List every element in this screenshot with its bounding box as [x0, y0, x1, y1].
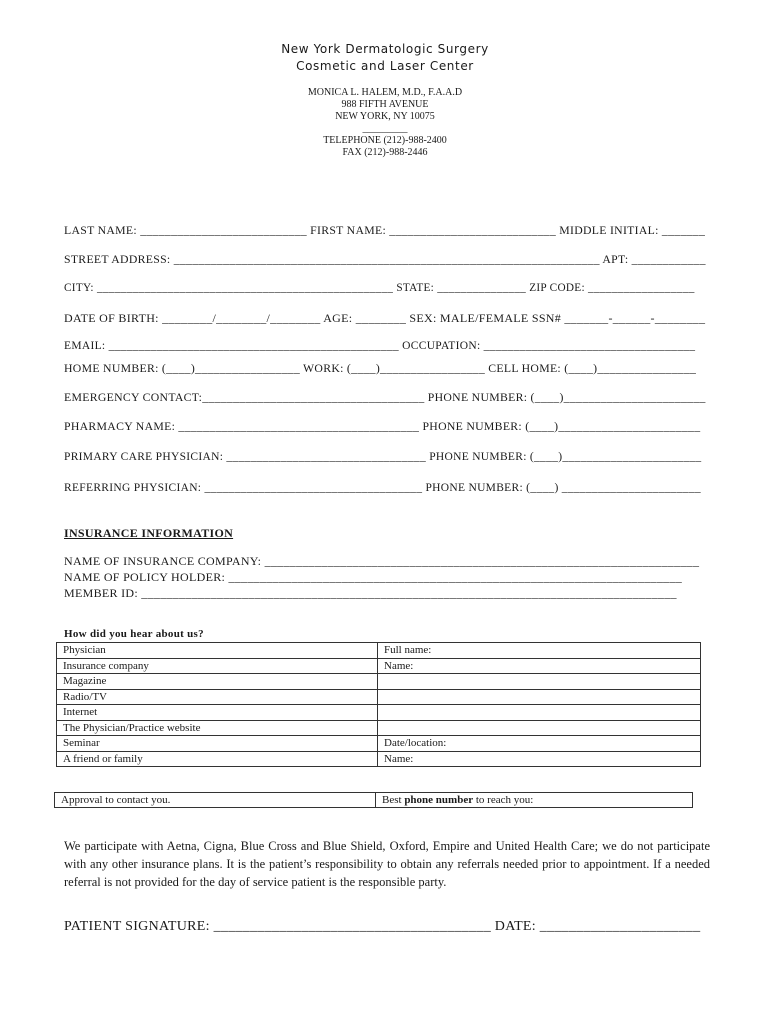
source-detail[interactable]: Date/location:	[378, 736, 701, 752]
header-separator: _________	[362, 123, 408, 134]
practice-name: New York Dermatologic Surgery	[281, 42, 489, 56]
city-state-zip-fields[interactable]: CITY: __________________________________________________ STATE: _______________ ZIP CODE: __________________	[64, 282, 695, 294]
source-detail[interactable]	[378, 705, 701, 721]
source-option[interactable]: The Physician/Practice website	[57, 720, 378, 736]
policy-holder-field[interactable]: NAME OF POLICY HOLDER: ________________________________________________________________________	[64, 570, 683, 584]
name-fields[interactable]: LAST NAME: ___________________________ FIRST NAME: ___________________________ MIDDLE INITIAL: _______	[64, 224, 706, 237]
hear-about-title: How did you hear about us?	[64, 628, 204, 640]
best-phone-label-pre: Best	[382, 794, 405, 806]
source-option[interactable]: A friend or family	[57, 751, 378, 767]
source-detail[interactable]	[378, 689, 701, 705]
address-fields[interactable]: STREET ADDRESS: _____________________________________________________________________ APT: ____________	[64, 253, 706, 266]
table-row	[57, 720, 701, 736]
table-row	[55, 793, 693, 808]
source-option[interactable]: Magazine	[57, 674, 378, 690]
table-row	[57, 658, 701, 674]
approval-table	[54, 792, 693, 808]
table-row	[57, 751, 701, 767]
hear-about-table	[56, 642, 701, 767]
phone-numbers-fields[interactable]: HOME NUMBER: (____)_________________ WORK: (____)_________________ CELL HOME: (____)________________	[64, 362, 697, 375]
table-row	[57, 705, 701, 721]
table-row	[57, 643, 701, 659]
fax: FAX (212)-988-2446	[342, 147, 428, 158]
source-detail[interactable]: Name:	[378, 658, 701, 674]
source-option[interactable]: Internet	[57, 705, 378, 721]
best-phone-label-post: to reach you:	[473, 794, 534, 806]
best-phone-label-bold: phone number	[404, 794, 474, 806]
source-detail[interactable]	[378, 674, 701, 690]
pharmacy-fields[interactable]: PHARMACY NAME: _______________________________________ PHONE NUMBER: (____)_______________________	[64, 420, 701, 433]
signature-date-fields[interactable]: PATIENT SIGNATURE: ______________________________________ DATE: ______________________	[64, 919, 701, 934]
source-option[interactable]: Physician	[57, 643, 378, 659]
doctor-name: MONICA L. HALEM, M.D., F.A.A.D	[307, 87, 463, 98]
approval-to-contact[interactable]: Approval to contact you.	[55, 793, 376, 808]
dob-age-sex-ssn-fields[interactable]: DATE OF BIRTH: ________/________/________ AGE: ________ SEX: MALE/FEMALE SSN# _______-______-________	[64, 311, 706, 325]
source-detail[interactable]: Full name:	[378, 643, 701, 659]
address-line-2: NEW YORK, NY 10075	[335, 111, 435, 122]
primary-care-fields[interactable]: PRIMARY CARE PHYSICIAN: _________________________________ PHONE NUMBER: (____)_______________________	[64, 451, 702, 463]
address-line-1: 988 FIFTH AVENUE	[341, 99, 429, 110]
table-row	[57, 689, 701, 705]
source-detail[interactable]: Name:	[378, 751, 701, 767]
email-occupation-fields[interactable]: EMAIL: ________________________________________________ OCCUPATION: ___________________________________	[64, 340, 696, 352]
source-option[interactable]: Seminar	[57, 736, 378, 752]
table-row	[57, 736, 701, 752]
source-option[interactable]: Radio/TV	[57, 689, 378, 705]
insurance-company-field[interactable]: NAME OF INSURANCE COMPANY: _____________________________________________________________________	[64, 554, 700, 568]
member-id-field[interactable]: MEMBER ID: _____________________________________________________________________________________	[64, 586, 677, 600]
referring-physician-fields[interactable]: REFERRING PHYSICIAN: ____________________________________ PHONE NUMBER: (____) _______________________	[64, 482, 701, 494]
telephone: TELEPHONE (212)-988-2400	[323, 135, 447, 146]
practice-subtitle: Cosmetic and Laser Center	[296, 59, 474, 73]
insurance-heading: INSURANCE INFORMATION	[64, 526, 234, 540]
source-detail[interactable]	[378, 720, 701, 736]
source-option[interactable]: Insurance company	[57, 658, 378, 674]
emergency-contact-fields[interactable]: EMERGENCY CONTACT:____________________________________ PHONE NUMBER: (____)_______________________	[64, 391, 706, 404]
table-row	[57, 674, 701, 690]
best-phone-field[interactable]	[376, 793, 693, 808]
insurance-policy-paragraph: We participate with Aetna, Cigna, Blue Cross and Blue Shield, Oxford, Empire and United Health Care; we do not participate with any other insurance plans. It is the patient’s responsibility to obtain any referrals needed prior to appointment. If a needed referral is not provided for the day of service patient is the responsible party.	[64, 839, 710, 889]
